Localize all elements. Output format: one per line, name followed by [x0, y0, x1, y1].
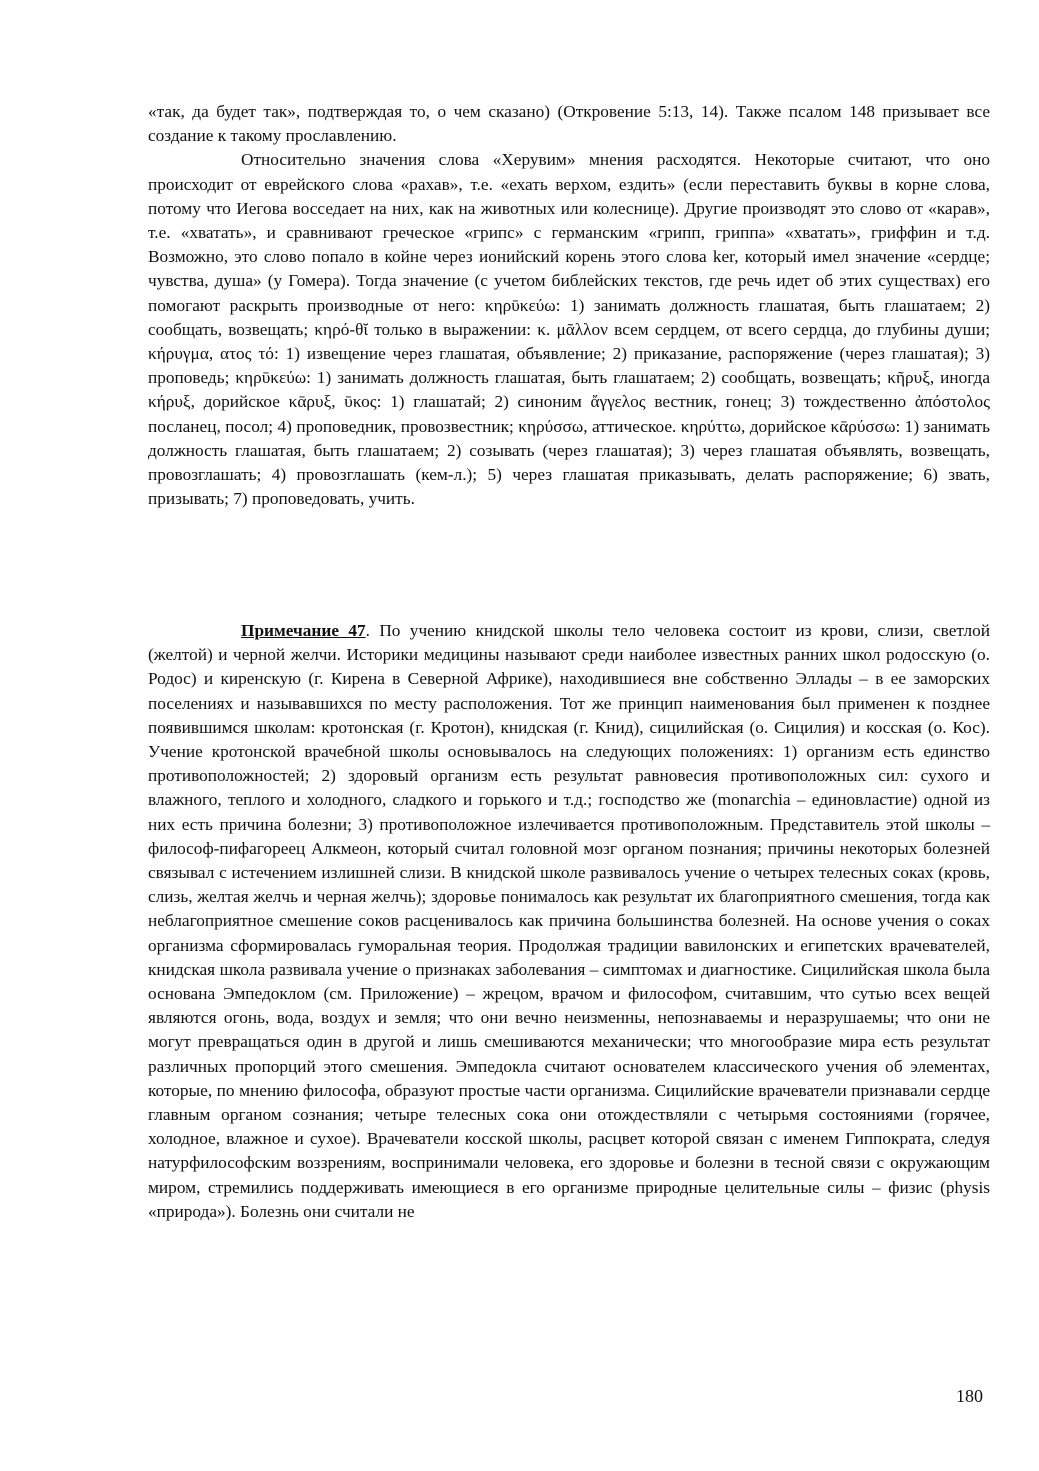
paragraph-cherub-etymology: Относительно значения слова «Херувим» мнения расходятся. Некоторые считают, что оно происходит от еврейского слова «рахав», т.е. «ехать верхом, ездить» (если переставить буквы в корне слова, потому что Иегова восседает на них, как на животных или колеснице). Другие производят это слово от «карав», т.е. «хватать», и сравнивают греческое «грипс» с германским «грипп, гриппа» «хватать», гриффин и т.д. Возможно, это слово попало в койне через ионийский корень этого слова ker, который имел значение «сердце; чувства, душа» (у Гомера). Тогда значение (с учетом библейских текстов, где речь идет об этих существах) его помогают раскрыть производные от него: κηρῡκεύω: 1) занимать должность глашатая, быть глашатаем; 2) сообщать, возвещать; κηρό-θῐ только в выражении: κ. μᾶλλον всем сердцем, от всего сердца, до глубины души; κήρυγμα, ατος τό: 1) извещение через глашатая, объявление; 2) приказание, распоряжение (через глашатая); 3) проповедь; κηρῡκεύω: 1) занимать должность глашатая, быть глашатаем; 2) сообщать, возвещать; κῆρυξ, иногда κήρυξ, дорийское κᾱρυξ, ῡκος: 1) глашатай; 2) синоним ἄγγελος вестник, гонец; 3) тождественно ἀπόστολος посланец, посол; 4) проповедник, провозвестник; κηρύσσω, аттическое. κηρύττω, дорийское κᾱρύσσω: 1) занимать должность глашатая, быть глашатаем; 2) созывать (через глашатая); 3) через глашатая объявлять, возвещать, провозглашать; 4) провозглашать (кем-л.); 5) через глашатая приказывать, делать распоряжение; 6) звать, призывать; 7) проповедовать, учить.	[148, 150, 990, 509]
page-number: 180	[956, 1386, 983, 1406]
paragraph-continuation: «так, да будет так», подтверждая то, о чем сказано) (Откровение 5:13, 14). Также псалом 148 призывает все создание к такому прославлению.	[148, 102, 990, 146]
note-47-label: Примечание 47	[241, 621, 366, 640]
text-block-top	[148, 100, 990, 511]
note-47-text: . По учению книдской школы тело человека состоит из крови, слизи, светлой (желтой) и черной желчи. Историки медицины называют среди наиболее известных ранних школ родосскую (о. Родос) и киренскую (г. Кирена в Северной Африке), находившиеся вне собственно Эллады – в ее заморских поселениях и называвшихся по месту расположения. Тот же принцип наименования был применен к позднее появившимся школам: кротонская (г. Кротон), книдская (г. Книд), сицилийская (о. Сицилия) и косская (о. Кос). Учение кротонской врачебной школы основывалось на следующих положениях: 1) организм есть единство противоположностей; 2) здоровый организм есть результат равновесия противоположных сил: сухого и влажного, теплого и холодного, сладкого и горького и т.д.; господство же (monarchia – единовластие) одной из них есть причина болезни; 3) противоположное излечивается противоположным. Представитель этой школы – философ-пифагореец Алкмеон, который считал головной мозг органом познания; причины некоторых болезней связывал с истечением излишней слизи. В книдской школе развивалось учение о четырех телесных соках (кровь, слизь, желтая желчь и черная желчь); здоровье понималось как результат их благоприятного смешения, тогда как неблагоприятное смешение соков расценивалось как причина большинства болезней. На основе учения о соках организма сформировалась гуморальная теория. Продолжая традиции вавилонских и египетских врачевателей, книдская школа развивала учение о признаках заболевания – симптомах и диагностике. Сицилийская школа была основана Эмпедоклом (см. Приложение) – жрецом, врачом и философом, считавшим, что сутью всех вещей являются огонь, вода, воздух и земля; что они вечно неизменны, непознаваемы и неразрушаемы; что они не могут превращаться один в другой и лишь смешиваются механически; что многообразие мира есть результат различных пропорций этого смешения. Эмпедокла считают основателем классического учения об элементах, которые, по мнению философа, образуют простые части организма. Сицилийские врачеватели признавали сердце главным органом сознания; четыре телесных сока они отождествляли с четырьмя состояниями (горячее, холодное, влажное и сухое). Врачеватели косской школы, расцвет которой связан с именем Гиппократа, следуя натурфилософским воззрениям, воспринимали человека, его здоровье и болезни в тесной связи с окружающим миром, стремились поддерживать имеющиеся в его организме природные целительные силы – физис (physis «природа»). Болезнь они считали не	[148, 621, 990, 1221]
note-47-paragraph	[148, 619, 990, 1224]
note-47-block	[148, 619, 990, 1224]
